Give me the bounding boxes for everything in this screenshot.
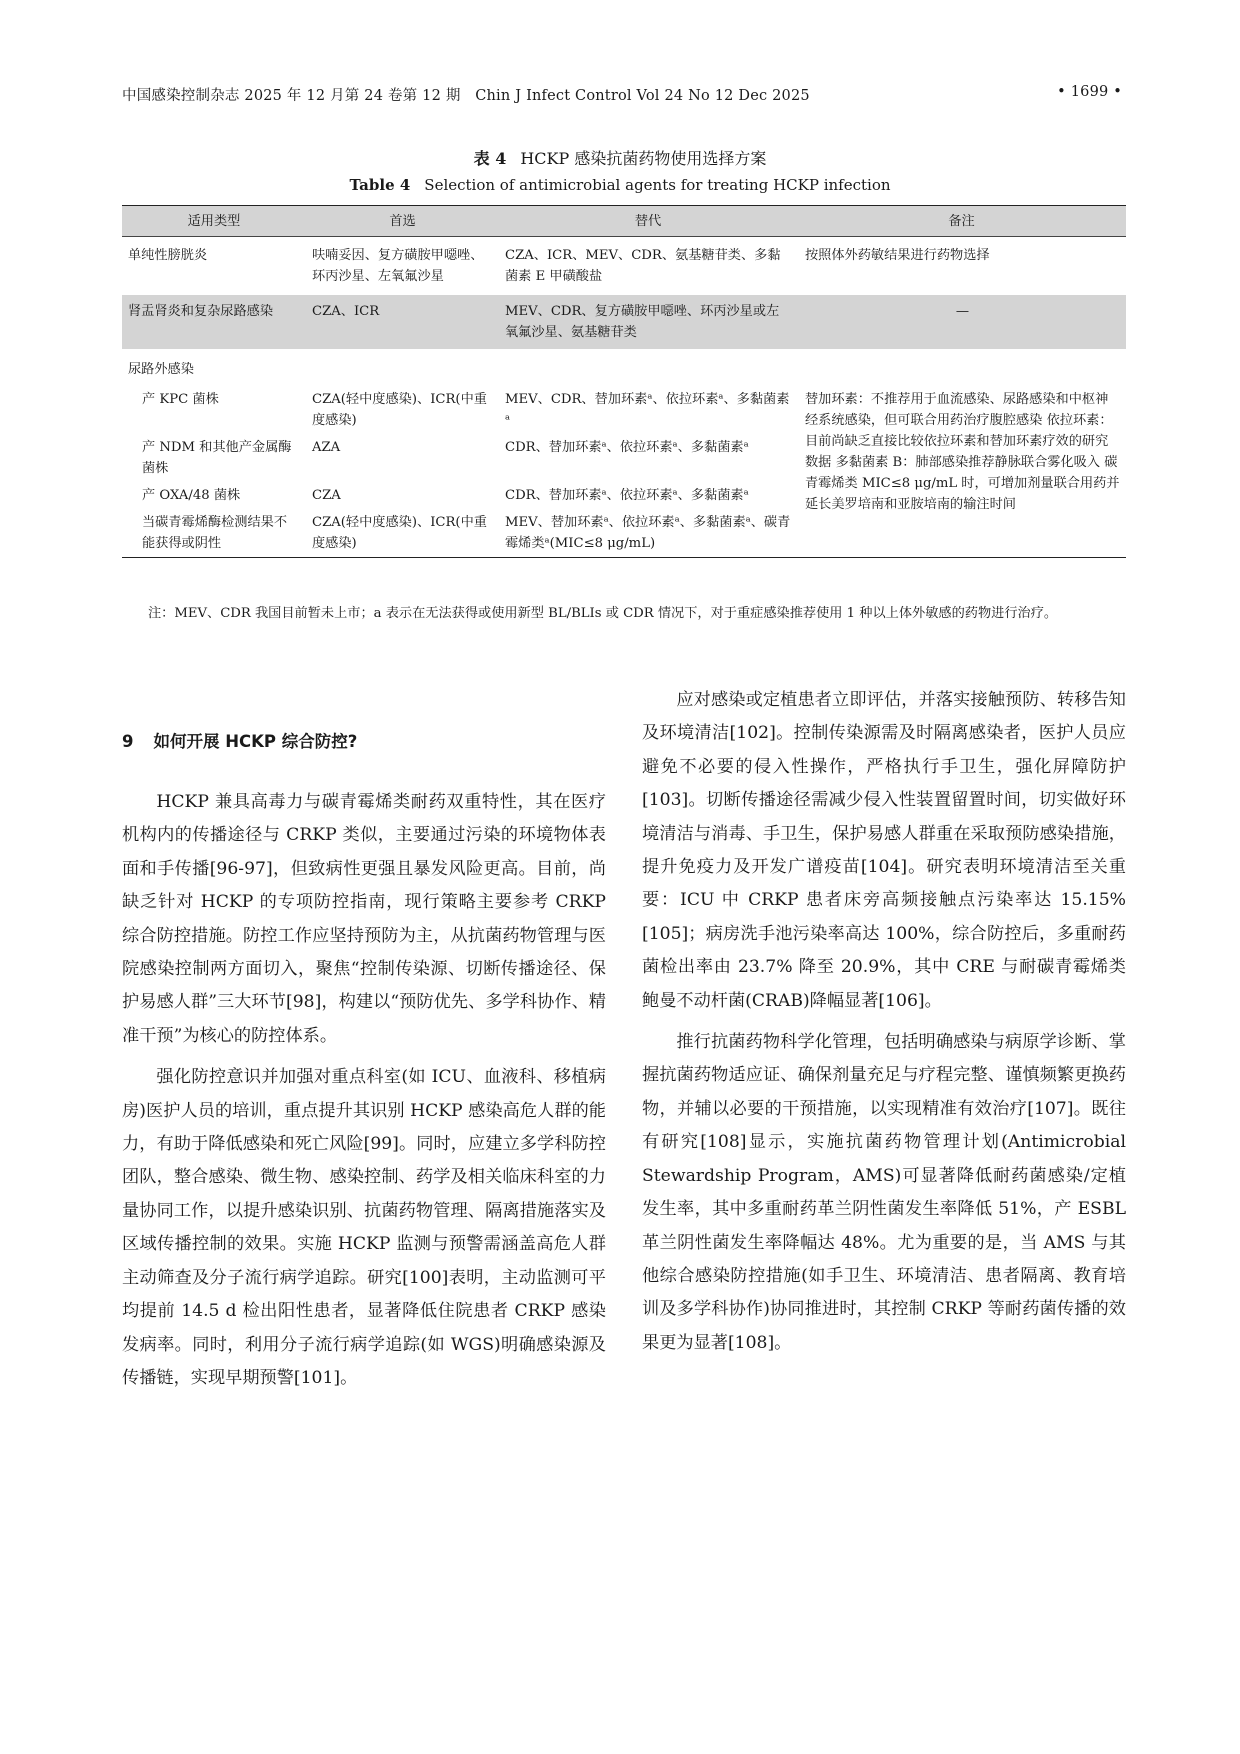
table-row	[122, 237, 1126, 296]
table-title-zh	[0, 146, 1240, 169]
group-note: 替加环素：不推荐用于血流感染、尿路感染和中枢神经系统感染，但可联合用药治疗腹腔感染 依拉环素：目前尚缺乏直接比较依拉环素和替加环素疗效的研究数据 多黏菌素 B：肺部感染推荐静脉联合雾化吸入 碳青霉烯类 MIC≤8 μg/mL 时，可增加剂量联合用药并延长美罗培南和亚胺培南的输注时间	[805, 392, 1120, 512]
header-type: 适用类型	[122, 206, 306, 237]
cell-type: 产 OXA/48 菌株	[142, 488, 241, 503]
cell-type: 产 NDM 和其他产金属酶菌株	[142, 440, 292, 476]
running-head	[122, 84, 1122, 105]
table-title-zh-text: HCKP 感染抗菌药物使用选择方案	[520, 149, 767, 168]
cell-type: 肾盂肾炎和复杂尿路感染	[122, 295, 306, 349]
cell-note: —	[797, 295, 1126, 349]
cell-type: 产 KPC 菌株	[142, 392, 219, 407]
journal-info: 中国感染控制杂志 2025 年 12 月第 24 卷第 12 期 Chin J Infect Control Vol 24 No 12 Dec 2025	[122, 88, 810, 104]
paragraph: HCKP 兼具高毒力与碳青霉烯类耐药双重特性，其在医疗机构内的传播途径与 CRKP 类似，主要通过污染的环境物体表面和手传播[96-97]，但致病性更强且暴发风险更高。目前，尚缺乏针对 HCKP 的专项防控指南，现行策略主要参考 CRKP 综合防控措施。防控工作应坚持预防为主，从抗菌药物管理与医院感染控制两方面切入，聚焦“控制传染源、切断传播途径、保护易感人群”三大环节[98]，构建以“预防优先、多学科协作、精准干预”为核心的防控体系。	[122, 792, 606, 1046]
header-note: 备注	[797, 206, 1126, 237]
table-row	[122, 386, 1126, 434]
cell-first: CZA	[312, 488, 341, 503]
cell-type: 单纯性膀胱炎	[128, 248, 208, 263]
cell-alt: CZA、ICR、MEV、CDR、氨基糖苷类、多黏菌素 E 甲磺酸盐	[505, 248, 781, 284]
group-label: 尿路外感染	[128, 362, 194, 377]
paragraph: 强化防控意识并加强对重点科室(如 ICU、血液科、移植病房)医护人员的培训，重点提升其识别 HCKP 感染高危人群的能力，有助于降低感染和死亡风险[99]。同时，应建立多学科防控团队，整合感染、微生物、感染控制、药学及相关临床科室的力量协同工作，以提升感染识别、抗菌药物管理、隔离措施落实及区域传播控制的效果。实施 HCKP 监测与预警需涵盖高危人群主动筛查及分子流行病学追踪。研究[100]表明，主动监测可平均提前 14.5 d 检出阳性患者，显著降低住院患者 CRKP 感染发病率。同时，利用分子流行病学追踪(如 WGS)明确感染源及传播链，实现早期预警[101]。	[122, 1067, 606, 1388]
cell-first: CZA、ICR	[306, 295, 499, 349]
table-label-zh: 表 4	[473, 149, 507, 168]
cell-alt: MEV、CDR、替加环素ᵃ、依拉环素ᵃ、多黏菌素ᵃ	[505, 392, 790, 428]
cell-alt: CDR、替加环素ᵃ、依拉环素ᵃ、多黏菌素ᵃ	[505, 440, 749, 455]
paragraph: 推行抗菌药物科学化管理，包括明确感染与病原学诊断、掌握抗菌药物适应证、确保剂量充足与疗程完整、谨慎频繁更换药物，并辅以必要的干预措施，以实现精准有效治疗[107]。既往有研究[108]显示，实施抗菌药物管理计划(Antimicrobial Stewardship Program，AMS)可显著降低耐药菌感染/定植发生率，其中多重耐药革兰阴性菌发生率降低 51%，产 ESBL 革兰阴性菌发生率降幅达 48%。尤为重要的是，当 AMS 与其他综合感染防控措施(如手卫生、环境清洁、患者隔离、教育培训及多学科协作)协同推进时，其控制 CRKP 等耐药菌传播的效果更为显著[108]。	[642, 1032, 1126, 1353]
cell-note: 按照体外药敏结果进行药物选择	[805, 248, 990, 263]
table-title-en	[0, 176, 1240, 194]
antimicrobial-table	[122, 205, 1126, 558]
cell-alt: CDR、替加环素ᵃ、依拉环素ᵃ、多黏菌素ᵃ	[505, 488, 749, 503]
cell-alt: MEV、替加环素ᵃ、依拉环素ᵃ、多黏菌素ᵃ、碳青霉烯类ᵃ(MIC≤8 μg/mL)	[505, 515, 791, 551]
section-number: 9	[122, 732, 134, 751]
table-header-row	[122, 206, 1126, 237]
table-group-row	[122, 349, 1126, 386]
cell-first: AZA	[312, 440, 341, 455]
header-alt: 替代	[499, 206, 797, 237]
header-first: 首选	[306, 206, 499, 237]
cell-type: 当碳青霉烯酶检测结果不能获得或阴性	[142, 515, 288, 551]
cell-first: 呋喃妥因、复方磺胺甲噁唑、环丙沙星、左氧氟沙星	[312, 248, 484, 284]
table-footnote: 注：MEV、CDR 我国目前暂未上市；a 表示在无法获得或使用新型 BL/BLIs 或 CDR 情况下，对于重症感染推荐使用 1 种以上体外敏感的药物进行治疗。	[148, 606, 1058, 621]
cell-first: CZA(轻中度感染)、ICR(中重度感染)	[312, 515, 487, 551]
left-column	[122, 786, 606, 1395]
page-number: • 1699 •	[1057, 84, 1122, 100]
table-label-en: Table 4	[349, 176, 411, 194]
table-title-en-text: Selection of antimicrobial agents for treating HCKP infection	[424, 176, 891, 194]
section-title: 如何开展 HCKP 综合防控?	[153, 732, 358, 751]
section-heading	[122, 728, 357, 752]
cell-alt: MEV、CDR、复方磺胺甲噁唑、环丙沙星或左氧氟沙星、氨基糖苷类	[499, 295, 797, 349]
paragraph: 应对感染或定植患者立即评估，并落实接触预防、转移告知及环境清洁[102]。控制传染源需及时隔离感染者，医护人员应避免不必要的侵入性操作，严格执行手卫生，强化屏障防护[103]。切断传播途径需减少侵入性装置留置时间，切实做好环境清洁与消毒、手卫生，保护易感人群重在采取预防感染措施，提升免疫力及开发广谱疫苗[104]。研究表明环境清洁至关重要：ICU 中 CRKP 患者床旁高频接触点污染率达 15.15%[105]；病房洗手池污染率高达 100%，综合防控后，多重耐药菌检出率由 23.7% 降至 20.9%，其中 CRE 与耐碳青霉烯类鲍曼不动杆菌(CRAB)降幅显著[106]。	[642, 690, 1126, 1011]
cell-first: CZA(轻中度感染)、ICR(中重度感染)	[312, 392, 487, 428]
right-column	[642, 684, 1126, 1360]
table-row	[122, 295, 1126, 349]
